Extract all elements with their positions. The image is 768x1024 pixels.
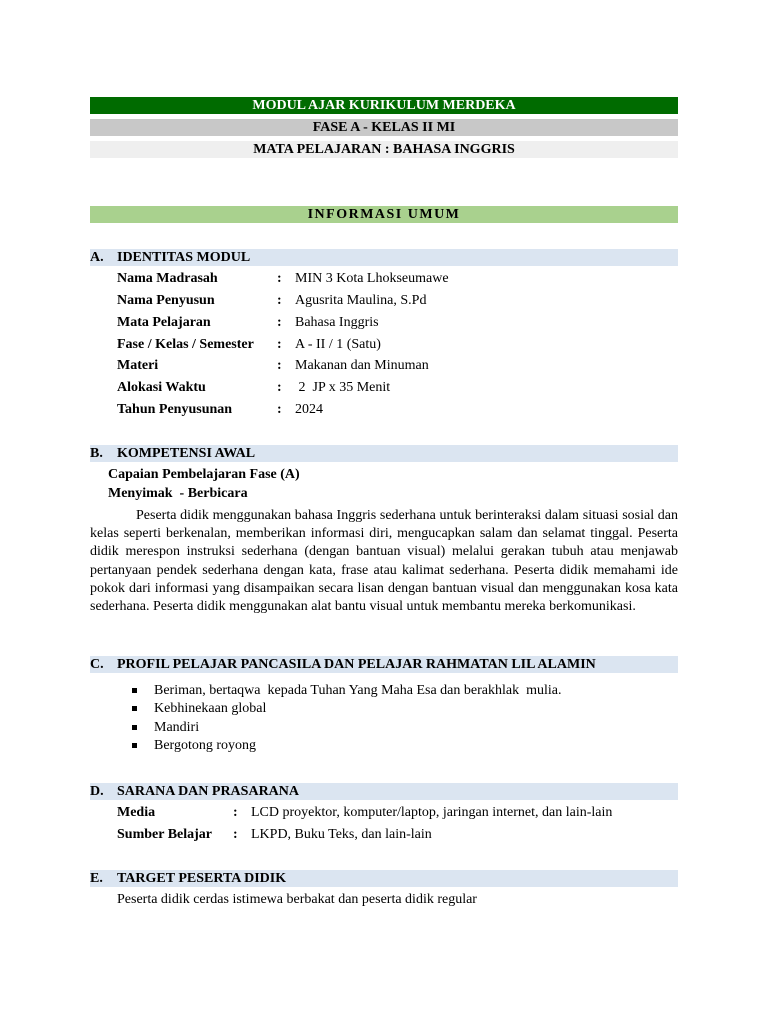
section-c-header [90,656,678,673]
sarana-colon: : [233,805,238,820]
skill-subtitle: Menyimak - Berbicara [108,486,248,501]
informasi-umum-bar [90,206,678,223]
sarana-colon: : [233,827,238,842]
identity-value: Bahasa Inggris [295,315,379,330]
identity-colon: : [277,271,282,286]
profil-list [130,682,561,755]
list-item-text: Kebhinekaan global [154,701,267,717]
identity-label: Alokasi Waktu [117,380,206,395]
sarana-value: LKPD, Buku Teks, dan lain-lain [251,827,432,842]
list-item [130,682,561,700]
module-title-bar [90,97,678,114]
module-title: MODUL AJAR KURIKULUM MERDEKA [252,98,516,113]
identity-label: Nama Penyusun [117,293,215,308]
identity-label: Materi [117,358,159,373]
identity-colon: : [277,402,282,417]
identity-colon: : [277,293,282,308]
section-c-title: PROFIL PELAJAR PANCASILA DAN PELAJAR RAHMATAN LIL ALAMIN [117,657,596,672]
identity-label: Nama Madrasah [117,271,218,286]
bullet-icon [132,688,137,693]
identity-colon: : [277,337,282,352]
bullet-icon [132,725,137,730]
bullet-icon [132,743,137,748]
bullet-icon [132,706,137,711]
identity-value: A - II / 1 (Satu) [295,337,381,352]
mapel-bar [90,141,678,158]
identity-colon: : [277,380,282,395]
list-item-text: Bergotong royong [154,737,257,753]
list-item [130,737,561,755]
sarana-label: Sumber Belajar [117,827,213,842]
capaian-subtitle: Capaian Pembelajaran Fase (A) [108,467,300,482]
target-text: Peserta didik cerdas istimewa berbakat dan peserta didik regular [117,892,477,907]
identity-value: Agusrita Maulina, S.Pd [295,293,427,308]
section-d-header [90,783,678,800]
section-e-letter: E. [90,871,103,886]
section-b-letter: B. [90,446,103,461]
fase-title: FASE A - KELAS II MI [312,120,456,135]
identity-value: Makanan dan Minuman [295,358,429,373]
list-item-text: Beriman, bertaqwa kepada Tuhan Yang Maha Esa dan berakhlak mulia. [154,683,562,698]
identity-value: 2 JP x 35 Menit [295,380,391,395]
identity-colon: : [277,358,282,373]
identity-label: Fase / Kelas / Semester [117,337,254,352]
section-d-letter: D. [90,784,104,799]
section-c-letter: C. [90,657,104,672]
section-d-title: SARANA DAN PRASARANA [117,784,300,799]
section-a-title: IDENTITAS MODUL [117,250,251,265]
section-a-header [90,249,678,266]
informasi-umum-title: INFORMASI UMUM [307,207,461,222]
list-item-text: Mandiri [154,719,200,735]
identity-value: MIN 3 Kota Lhokseumawe [295,271,449,286]
sarana-label: Media [117,805,156,820]
sarana-value: LCD proyektor, komputer/laptop, jaringan internet, dan lain-lain [251,805,613,820]
section-b-header [90,445,678,462]
section-e-title: TARGET PESERTA DIDIK [117,871,287,886]
fase-bar [90,119,678,136]
section-b-title: KOMPETENSI AWAL [117,446,256,461]
section-a-letter: A. [90,250,104,265]
list-item [130,719,561,737]
capaian-paragraph: Peserta didik menggunakan bahasa Inggris sederhana untuk berinteraksi dalam situasi sosial dan kelas seperti berkenalan, memberikan informasi diri, mengucapkan salam dan selamat tinggal. Peserta didik merespon instruksi sederhana (dengan bantuan visual) melalui gerakan tubuh atau menjawab pertanyaan pendek sederhana dengan kata, frase atau kalimat sederhana. Peserta didik memahami ide pokok dari informasi yang disampaikan secara lisan dengan bantuan visual dan menggunakan kosa kata sederhana. Peserta didik menggunakan alat bantu visual untuk membantu mereka berkomunikasi. [90,508,678,615]
identity-value: 2024 [295,402,323,417]
identity-label: Mata Pelajaran [117,315,211,330]
list-item [130,700,561,718]
section-e-header [90,870,678,887]
mapel-title: MATA PELAJARAN : BAHASA INGGRIS [253,142,515,157]
identity-label: Tahun Penyusunan [117,402,233,417]
identity-colon: : [277,315,282,330]
